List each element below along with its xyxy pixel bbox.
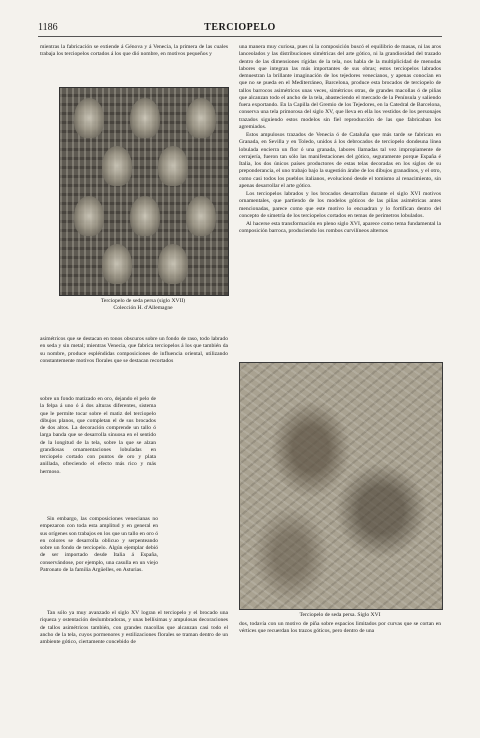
- figure-velvet-persian-16th: [239, 362, 443, 610]
- figure-caption-2: Terciopelo de seda persa. Siglo XVI: [299, 612, 381, 618]
- paragraph: asimétricos que se destacan en tonos obscuros sobre un fondo de raso, todo labrado en seda y sin metal; mientras Venecia, que fabrica terciopelos á los que también da su nombre, produce espléndidas composiciones de influencia oriental, utilizando constantemente motivos florales que se destacan recortados: [40, 336, 228, 364]
- figure-motif: [102, 146, 132, 186]
- figure-caption-1: [59, 298, 227, 312]
- figure-motif: [74, 196, 104, 236]
- header-rule: [38, 36, 442, 37]
- paragraph: Estos ampulosos trazados de Venecia ó de Cataluña que más tarde se fabrican en Granada, en Sevilla y en Toledo, unidos á los debrocados de terciopelo dondeuna línea lobulada encierra un flor ó una granada, labores llamadas tal vez impropiamente de cerrajería, fueron tan sólo las manifestaciones del gótico, seguramente porque España é Italia, los dos únicos países productores de estas telas decoradas en los siglos de su preponderancia, el uno trabajo bajo la sugestión árabe de los dibujos granadinos, y el otro, como casi todos los pueblos italianos, evolucionó desde el tomismo al renacimiento, sin apenas desarrollar el arte gótico.: [239, 132, 441, 189]
- paragraph: Sin embargo, las composiciones venecianas no empezaron con toda esta amplitud y en general en sus orígenes son trabajos en los que un tallo en oro ó en colores se desarrolla oblicuo y serpenteando sobre un fondo de terciopelo. Algún ejemplar debió de ser importado desde Italia á España, conservándose, por ejemplo, una casulla en un viejo Patronato de la familia Argüelles, en Asturias.: [40, 516, 158, 573]
- figure-motif: [130, 98, 160, 138]
- figure-motif: [158, 146, 188, 186]
- left-column-top: [40, 44, 228, 60]
- caption-line: Terciopelo de seda persa (siglo XVII): [100, 298, 186, 304]
- figure-motif: [186, 98, 216, 138]
- paragraph: Los terciopelos labrados y los brocados desarrollan durante el siglo XVI motivos ornamentales, que partiendo de los modelos góticos de las piñas asimétricas antes mencionadas, parece como que este motivo lo encuadran y lo fortifican dentro del concepto de simetría de los terciopelos cortados en temas de perímetros lobulados.: [239, 191, 441, 219]
- right-column-bottom: [239, 621, 441, 637]
- left-column-lower: [40, 516, 158, 575]
- left-column-bottom: [40, 610, 228, 647]
- paragraph: Al hacerse esta transformación en pleno siglo XVI, aparece como tema fundamental la composición barroca, produciendo los rombos curvilíneos alternos: [239, 221, 441, 235]
- figure-motif: [186, 196, 216, 236]
- paragraph: dos, todavía con un motivo de piña sobre espacios limitados por curvas que se cortan en vértices que recuerdan los trazos góticos, pero dentro de una: [239, 621, 441, 635]
- figure-velvet-persian-17th: [59, 87, 229, 296]
- figure-motif: [158, 244, 188, 284]
- running-title: TERCIOPELO: [204, 22, 276, 33]
- paragraph: mientras la fabricación se extiende á Génova y á Venecia, la primera de las cuales trabaja los terciopelos cortados á los que dió nombre, en motivos pequeños y: [40, 44, 228, 58]
- figure-motif: [102, 244, 132, 284]
- figure-motif: [130, 196, 160, 236]
- paragraph: una manera muy curiosa, pues ni la composición buscó el equilibrio de masas, ni las aros lanceolados y las distribuciones simétricas del arte gótico, ni la grandiosidad del trazado dentro de las dimensiones rígidas de la tela, nos habla de la multiplicidad de menudas labores que integran las más importantes de sus obras; estos terciopelos labrados demuestran la brillante imaginación de los tejedores venecianos, y apenas conocían en que no se pueda en el Mediterráneo, Barcelona, produce esta brocados de terciopelo de tallos barrocos asimétricos unas veces, simétricos otras, de grandes macollas ó de piñas que alcanzan todo el ancho de la tela, abasteciendo el mercado de la Península y saliendo fuera exportando. En la Capilla del Gremio de los Tejedores, en la Catedral de Barcelona, conserva una tela primorosa del siglo XV, que lleva en ella los vestidos de los personajes trazados siguiendo estos modelos sin fiel reproducción de las que fabricaban los agremiados.: [239, 44, 441, 130]
- left-column-middle: [40, 336, 228, 366]
- paragraph: sobre un fondo matizado en oro, dejando el pelo de la felpa á uno ó á dos alturas diferentes, sistema que le permite tocar sobre el matiz del terciopelo dibujos planos, que completan el de sus brocados de dos altos. La decoración comprende un tallo ó larga banda que se desarrolla sinuosa en el sentido de la longitud de la tela, sobre la que se alzan grandiosas ornamentaciones lobuladas en terciopelo cortado con puntos de oro y plata anillada, ofreciendo el efecto más rico y más hermoso.: [40, 396, 156, 475]
- paragraph: Tan sólo ya muy avanzado el siglo XV logran el terciopelo y el brocado una riqueza y ostentación deslumbradoras, y unas bellísimas y ampulosas decoraciones de tallos asimétricos también, con grandes macollas que alcanzan casi todo el ancho de la tela, cuyos pormenores y estilizaciones florales se traman dentro de un ambiente gótico, ciertamente concebido de: [40, 610, 228, 645]
- right-column-top: [239, 44, 441, 237]
- left-column-narrow: [40, 396, 156, 477]
- caption-line: Colección H. d'Allemagne: [113, 305, 173, 311]
- page-number: 1186: [38, 22, 58, 33]
- figure-motif: [74, 98, 104, 138]
